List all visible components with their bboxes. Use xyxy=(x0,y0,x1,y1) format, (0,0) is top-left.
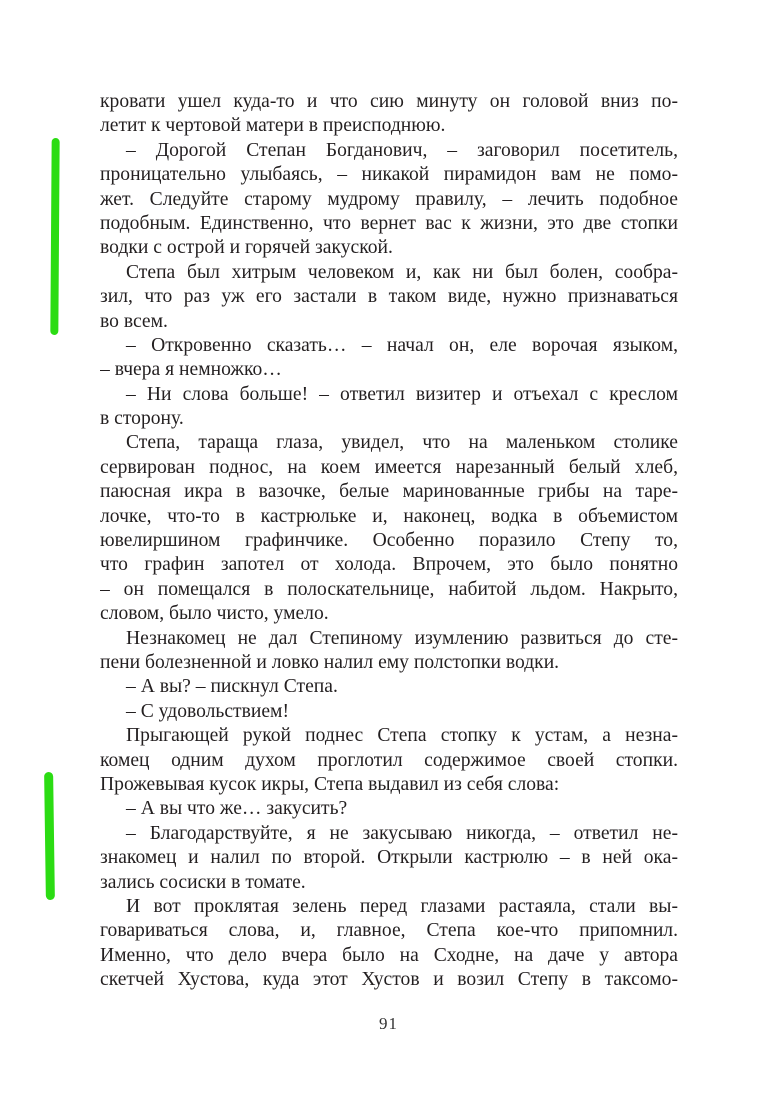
text-line: паюсная икра в вазочке, белые маринованные грибы на таре- xyxy=(100,481,678,503)
text-line: ювелиршином графинчике. Особенно поразило Степу то, xyxy=(100,530,678,552)
text-line: скетчей Хустова, куда этот Хустов и возил Степу в таксомо- xyxy=(100,969,678,991)
text-line: подобным. Единственно, что вернет вас к жизни, это две стопки xyxy=(100,212,678,234)
text-line: зались сосиски в томате. xyxy=(100,871,306,893)
text-line: Именно, что дело вчера было на Сходне, на даче у автора xyxy=(100,944,678,966)
text-line: – А вы? – пискнул Степа. xyxy=(126,676,338,698)
text-line: – он помещался в полоскательнице, набитой льдом. Накрыто, xyxy=(100,578,678,600)
body-text xyxy=(100,90,678,992)
text-line: – вчера я немножко… xyxy=(100,359,282,381)
text-line: Степа, тараща глаза, увидел, что на маленьком столике xyxy=(126,432,678,454)
text-line: – Ни слова больше! – ответил визитер и отъехал с креслом xyxy=(126,383,678,405)
green-highlight-marker-top xyxy=(50,138,59,335)
text-line: Прожевывая кусок икры, Степа выдавил из себя слова: xyxy=(100,773,560,795)
text-line: сервирован поднос, на коем имеется нарезанный белый хлеб, xyxy=(100,456,678,478)
page-number: 91 xyxy=(379,1014,398,1033)
text-line: Незнакомец не дал Степиному изумлению развиться до сте- xyxy=(126,627,678,649)
text-line: что графин запотел от холода. Впрочем, это было понятно xyxy=(100,554,678,576)
text-line: лочке, что-то в кастрюльке и, наконец, водка в объемистом xyxy=(100,505,678,527)
text-line: – А вы что же… закусить? xyxy=(126,798,348,820)
text-line: знакомец и налил по второй. Открыли кастрюлю – в ней ока- xyxy=(100,847,678,869)
text-line: И вот проклятая зелень перед глазами растаяла, стали вы- xyxy=(126,895,678,917)
text-line: водки с острой и горячей закуской. xyxy=(100,237,393,259)
text-line: проницательно улыбаясь, – никакой пирамидон вам не помо- xyxy=(100,164,678,186)
text-line: – С удовольствием! xyxy=(126,700,289,722)
text-line: Прыгающей рукой поднес Степа стопку к устам, а незна- xyxy=(126,725,678,747)
text-line: – Откровенно сказать… – начал он, еле ворочая языком, xyxy=(126,334,678,356)
text-line: – Дорогой Степан Богданович, – заговорил посетитель, xyxy=(126,139,678,161)
text-line: пени болезненной и ловко налил ему полстопки водки. xyxy=(100,651,560,673)
text-line: кровати ушел куда-то и что сию минуту он головой вниз по- xyxy=(100,91,678,112)
text-line: Степа был хитрым человеком и, как ни был болен, сообра- xyxy=(126,261,678,283)
text-line: в сторону. xyxy=(100,408,184,430)
text-line: во всем. xyxy=(100,310,168,332)
text-line: комец одним духом проглотил содержимое своей стопки. xyxy=(100,749,678,771)
text-line: словом, было чисто, умело. xyxy=(100,603,329,625)
green-highlight-marker-bottom xyxy=(44,772,55,900)
text-line: – Благодарствуйте, я не закусываю никогда, – ответил не- xyxy=(126,822,678,844)
text-line: жет. Следуйте старому мудрому правилу, – лечить подобное xyxy=(100,188,678,210)
text-line: говариваться слова, и, главное, Степа кое-что припомнил. xyxy=(100,920,678,942)
text-line: летит к чертовой матери в преисподнюю. xyxy=(100,115,446,137)
text-line: зил, что раз уж его застали в таком виде, нужно признаваться xyxy=(100,286,678,308)
